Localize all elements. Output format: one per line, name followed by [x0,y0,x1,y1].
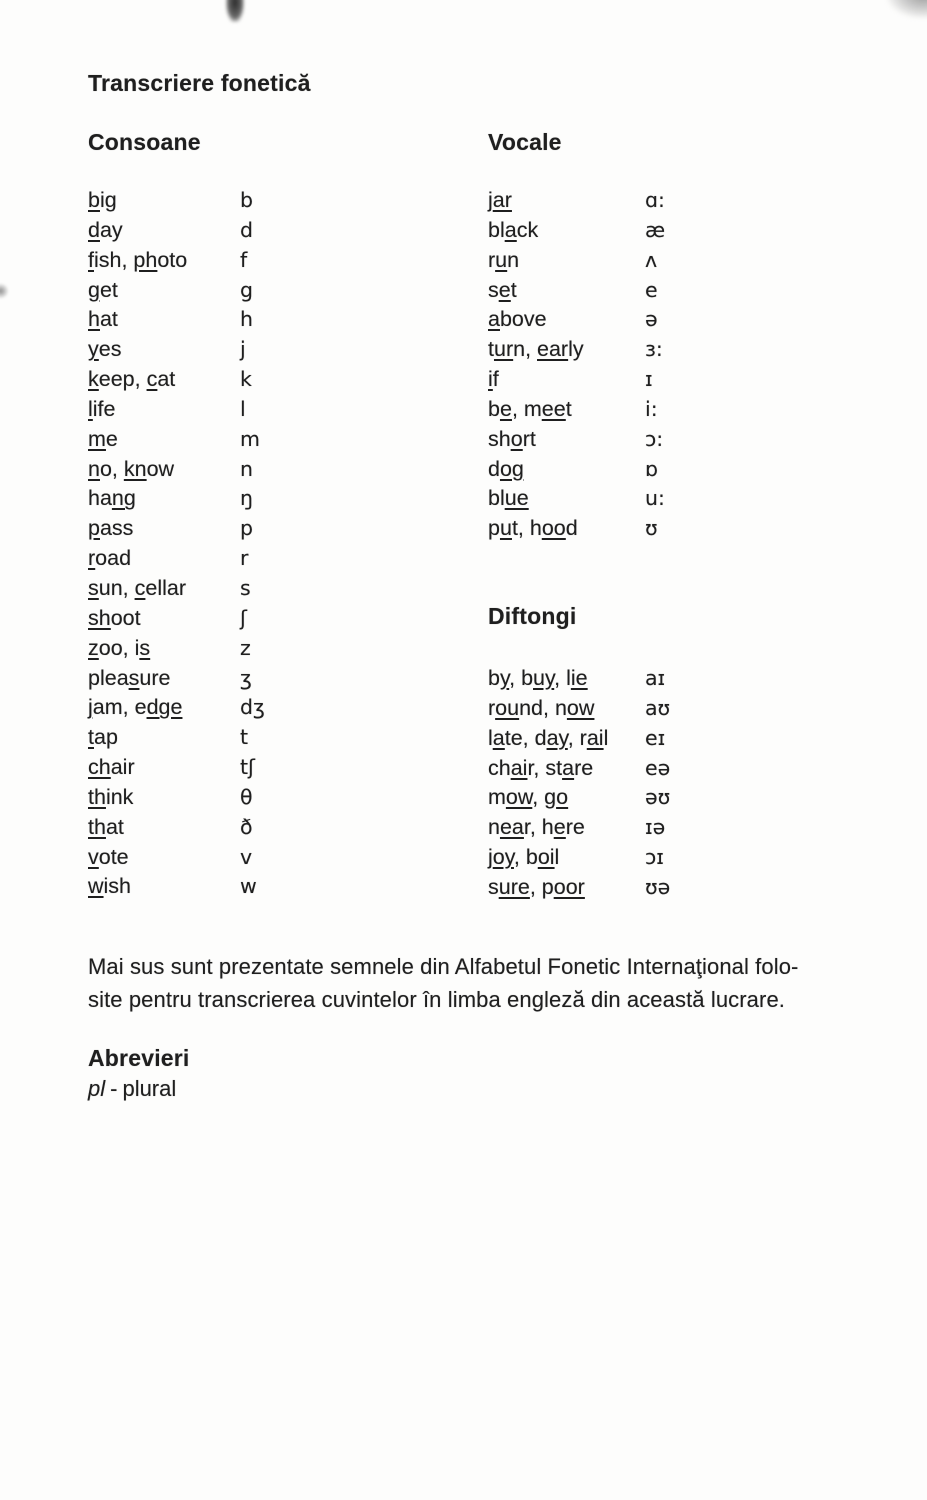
phoneme-row [88,753,468,783]
example-words: wish [88,874,132,899]
example-words: sure, poor [488,874,585,899]
ipa-symbol: ɑ: [645,188,665,212]
abbreviation-separator: - [110,1076,118,1101]
ipa-symbol: tʃ [240,755,255,780]
ipa-symbol: eə [645,755,671,780]
vowels-header: Vocale [488,129,562,155]
example-words: day [88,217,123,242]
example-words: near, here [488,815,585,840]
phoneme-row [88,783,468,813]
ipa-symbol: f [240,247,248,272]
ipa-symbol: i: [645,396,658,421]
ipa-symbol: ʒ [240,665,252,690]
example-words: late, day, rail [488,725,609,750]
ipa-symbol: ɒ [645,456,659,481]
ipa-symbol: b [240,188,254,212]
example-words: run [488,247,520,272]
ipa-symbol: s [240,575,251,600]
ipa-symbol: w [240,874,257,899]
example-words: no, know [88,456,175,481]
example-words: pleasure [88,665,171,690]
phoneme-row [88,276,468,306]
consonants-header: Consoane [88,129,201,155]
ipa-symbol: g [240,277,254,302]
example-words: blue [488,486,529,511]
abbreviation-item [88,1074,176,1104]
ipa-symbol: t [240,725,249,750]
example-words: round, now [488,695,595,720]
example-words: jar [488,188,512,212]
note-line-2: site pentru transcrierea cuvintelor în limba engleză din această lucrare. [88,986,785,1012]
example-words: think [88,784,134,809]
ipa-symbol: p [240,516,254,541]
example-words: big [88,188,117,212]
scan-smudge-top-right [887,0,927,18]
ipa-symbol: n [240,456,253,481]
page-title: Transcriere fonetică [88,70,311,96]
phoneme-row [488,335,888,365]
phoneme-row [488,514,888,544]
example-words: road [88,546,132,571]
ipa-symbol: k [240,367,252,392]
phoneme-row [88,514,468,544]
ipa-symbol: ʊ [645,516,658,541]
ipa-symbol: l [240,396,246,421]
example-words: turn, early [488,337,584,362]
phoneme-row [88,335,468,365]
ipa-symbol: m [240,426,260,451]
example-words: chair [88,755,135,780]
example-words: zoo, is [88,635,151,660]
ipa-symbol: ɔ: [645,426,664,451]
abbreviations-header: Abrevieri [88,1045,190,1071]
example-words: above [488,307,547,332]
note-paragraph [88,951,798,1016]
phoneme-row [88,305,468,335]
example-words: chair, stare [488,755,594,780]
phoneme-row [88,246,468,276]
consonants-list [88,186,468,902]
phoneme-row [88,634,468,664]
example-words: be, meet [488,396,572,421]
ipa-symbol: z [240,635,251,660]
example-words: short [488,426,536,451]
ipa-symbol: eɪ [645,725,666,750]
example-words: me [88,426,118,451]
diphthongs-header: Diftongi [488,603,577,629]
ipa-symbol: ɔɪ [645,845,664,870]
example-words: sun, cellar [88,575,187,600]
example-words: put, hood [488,516,578,541]
ipa-symbol: θ [240,784,253,809]
phoneme-row [488,664,888,694]
abbreviation-definition: plural [122,1076,177,1101]
phoneme-row [488,484,888,514]
phoneme-row [88,186,468,216]
phoneme-row [88,693,468,723]
ipa-symbol: ɜ: [645,337,663,362]
ipa-symbol: ɪə [645,815,666,840]
ipa-symbol: ʌ [645,247,658,272]
ipa-symbol: e [645,277,658,302]
scan-smudge-top [226,0,244,22]
example-words: tap [88,725,118,750]
ipa-symbol: h [240,307,253,332]
ipa-symbol: dʒ [240,695,265,720]
phoneme-row [88,843,468,873]
example-words: black [488,217,539,242]
example-words: dog [488,456,524,481]
ipa-symbol: ɪ [645,367,653,392]
phoneme-row [88,723,468,753]
phoneme-row [488,305,888,335]
phoneme-row [88,604,468,634]
ipa-symbol: ʃ [240,605,247,630]
example-words: set [488,277,517,302]
scan-smudge-left-edge [0,283,9,299]
phoneme-row [488,754,888,784]
example-words: that [88,814,124,839]
example-words: keep, cat [88,367,176,392]
phoneme-row [88,813,468,843]
ipa-symbol: d [240,217,254,242]
abbreviation-term: pl [88,1076,106,1101]
phoneme-row [488,276,888,306]
ipa-symbol: r [240,546,249,571]
phoneme-row [488,186,888,216]
ipa-symbol: ʊə [645,874,671,899]
phoneme-row [488,455,888,485]
example-words: life [88,396,116,421]
ipa-symbol: ŋ [240,486,253,511]
phoneme-row [488,813,888,843]
phoneme-row [88,544,468,574]
phoneme-row [488,783,888,813]
note-line-1: Mai sus sunt prezentate semnele din Alfabetul Fonetic Internaţional folo- [88,954,799,979]
example-words: jam, edge [88,695,183,720]
ipa-symbol: æ [645,217,666,242]
ipa-symbol: u: [645,486,665,511]
example-words: mow, go [488,785,569,810]
phoneme-row [88,216,468,246]
example-words: pass [88,516,134,541]
example-words: shoot [88,605,141,630]
ipa-symbol: j [240,337,246,362]
phoneme-row [88,455,468,485]
example-words: by, buy, lie [488,666,588,690]
ipa-symbol: v [240,844,253,869]
phoneme-row [488,425,888,455]
phoneme-row [88,574,468,604]
phoneme-row [88,395,468,425]
ipa-symbol: ð [240,814,253,839]
phoneme-row [88,365,468,395]
phoneme-row [88,872,468,902]
phoneme-row [488,873,888,903]
example-words: hat [88,307,118,332]
example-words: hang [88,486,136,511]
ipa-symbol: əʊ [645,785,671,810]
phoneme-row [488,365,888,395]
ipa-symbol: ə [645,307,658,332]
example-words: if [488,367,499,392]
diphthongs-list [488,664,888,903]
example-words: joy, boil [488,845,560,870]
example-words: yes [88,337,122,362]
vowels-list [488,186,888,544]
phoneme-row [488,246,888,276]
phoneme-row [488,843,888,873]
phoneme-row [88,425,468,455]
phoneme-row [88,664,468,694]
example-words: vote [88,844,129,869]
phoneme-row [488,216,888,246]
ipa-symbol: aɪ [645,666,666,690]
ipa-symbol: aʊ [645,695,671,720]
example-words: get [88,277,118,302]
phoneme-row [88,484,468,514]
phoneme-row [488,694,888,724]
phoneme-row [488,724,888,754]
example-words: fish, photo [88,247,188,272]
phoneme-row [488,395,888,425]
